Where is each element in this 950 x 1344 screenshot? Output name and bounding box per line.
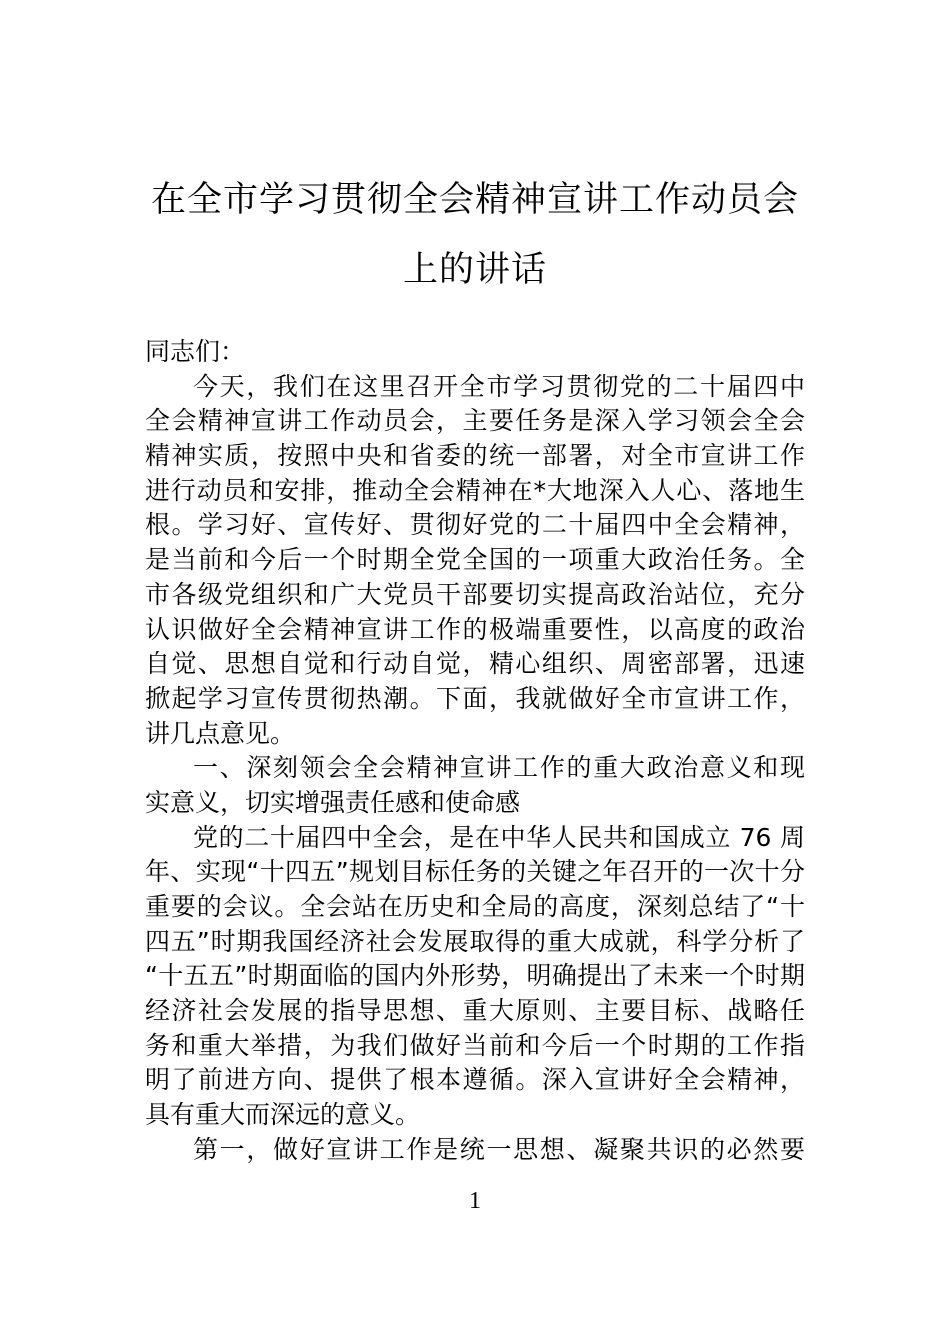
text-line: 党的二十届四中全会，是在中华人民共和国成立 76 周	[193, 822, 805, 852]
text-line: 第一，做好宣讲工作是统一思想、凝聚共识的必然要	[193, 1134, 805, 1164]
text-line: 精神实质，按照中央和省委的统一部署，对全市宣讲工作	[145, 441, 805, 471]
text-line: 经济社会发展的指导思想、重大原则、主要目标、战略任	[145, 996, 805, 1026]
document-title-line-1: 在全市学习贯彻全会精神宣讲工作动员会	[150, 180, 799, 220]
section-heading-1	[145, 751, 805, 820]
text-line: 全会精神宣讲工作动员会，主要任务是深入学习领会全会	[145, 406, 805, 436]
text-line: 是当前和今后一个时期全党全国的一项重大政治任务。全	[145, 545, 805, 575]
paragraph-first-point	[145, 1133, 805, 1168]
document-body	[145, 335, 805, 1168]
text-line: 实意义，切实增强责任感和使命感	[145, 787, 521, 817]
text-line: “十五五”时期面临的国内外形势，明确提出了未来一个时期	[145, 961, 805, 991]
text-line: 务和重大举措，为我们做好当前和今后一个时期的工作指	[145, 1030, 805, 1060]
text-line: 今天，我们在这里召开全市学习贯彻党的二十届四中	[193, 371, 805, 401]
text-line: 一、深刻领会全会精神宣讲工作的重大政治意义和现	[193, 753, 805, 783]
text-line: 四五”时期我国经济社会发展取得的重大成就，科学分析了	[145, 926, 805, 956]
text-line: 认识做好全会精神宣讲工作的极端重要性，以高度的政治	[145, 614, 805, 644]
text-line: 年、实现“十四五”规划目标任务的关键之年召开的一次十分	[145, 857, 805, 887]
document-title-line-2: 上的讲话	[402, 250, 547, 290]
text-line: 重要的会议。全会站在历史和全局的高度，深刻总结了“十	[145, 892, 805, 921]
salutation: 同志们：	[145, 337, 246, 366]
paragraph-significance	[145, 821, 805, 1133]
text-line: 自觉、思想自觉和行动自觉，精心组织、周密部署，迅速	[145, 649, 805, 679]
text-line: 进行动员和安排，推动全会精神在*大地深入人心、落地生	[145, 475, 805, 505]
text-line: 具有重大而深远的意义。	[145, 1100, 421, 1130]
page-number: 1	[469, 1188, 481, 1214]
paragraph-intro	[145, 370, 805, 752]
text-line: 掀起学习宣传贯彻热潮。下面，我就做好全市宣讲工作，	[145, 683, 805, 713]
text-line: 市各级党组织和广大党员干部要切实提高政治站位，充分	[145, 579, 805, 609]
text-line: 明了前进方向、提供了根本遵循。深入宣讲好全会精神，	[145, 1065, 805, 1095]
text-line: 讲几点意见。	[145, 718, 296, 748]
text-line: 根。学习好、宣传好、贯彻好党的二十届四中全会精神，	[145, 510, 805, 540]
